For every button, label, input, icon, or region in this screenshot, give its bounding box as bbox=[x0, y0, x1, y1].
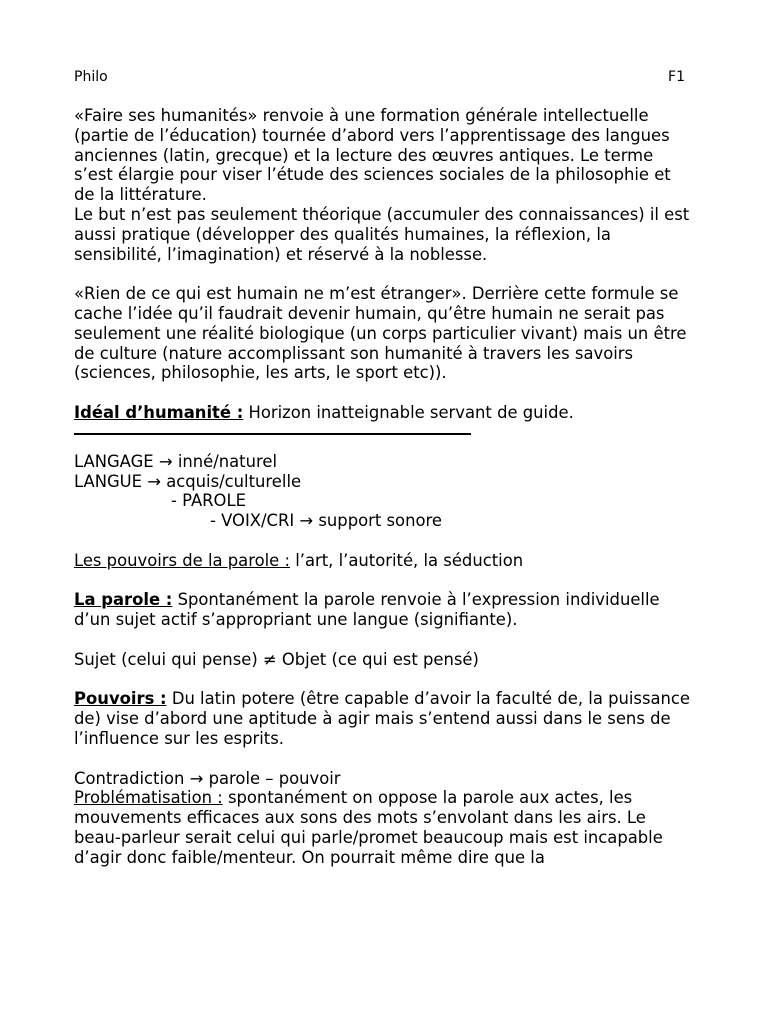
header-page-code: F1 bbox=[668, 69, 685, 85]
term-pouvoirs-parole: Les pouvoirs de la parole : bbox=[74, 550, 290, 570]
sujet-objet-line: Sujet (celui qui pense) ≠ Objet (ce qui est pensé) bbox=[74, 649, 479, 669]
pouvoirs-text: Du latin potere (être capable d’avoir la faculté de, la puissance de) vise d’abord une aptitude à agir mais s’entend aussi dans le sens de l’influence sur les esprits. bbox=[74, 689, 691, 748]
term-la-parole: La parole : bbox=[74, 590, 173, 610]
term-problematisation: Problématisation : bbox=[74, 788, 223, 808]
document-body bbox=[74, 106, 694, 867]
list-langage: LANGAGE → inné/naturel bbox=[74, 451, 278, 471]
ideal-humanite-text: Horizon inatteignable servant de guide. bbox=[243, 402, 574, 422]
la-parole-text: Spontanément la parole renvoie à l’expression individuelle d’un sujet actif s’appropriant une langue (signifiante). bbox=[74, 590, 660, 630]
paragraph-humanites-definition: «Faire ses humanités» renvoie à une formation générale intellectuelle (partie de l’éducation) tournée d’abord vers l’apprentissage des langues anciennes (latin, grecque) et la lecture des œuvres antiques. Le terme s’est élargie pour viser l’étude des sciences sociales de la philosophie et de la littérature. bbox=[74, 106, 671, 205]
contradiction-line: Contradiction → parole – pouvoir bbox=[74, 768, 341, 788]
pouvoirs-parole-line bbox=[74, 551, 694, 571]
term-pouvoirs: Pouvoirs : bbox=[74, 689, 167, 709]
problematisation-text: spontanément on oppose la parole aux actes, les mouvements efficaces aux sons des mots s’envolant dans les airs. Le beau-parleur serait celui qui parle/promet beaucoup mais est incapable d’agir donc faible/menteur. On pourrait même dire que la bbox=[74, 788, 663, 867]
pouvoirs-definition bbox=[74, 689, 694, 748]
pouvoirs-parole-text: l’art, l’autorité, la séduction bbox=[290, 550, 524, 570]
term-ideal-humanite: Idéal d’humanité : bbox=[74, 402, 244, 422]
paragraph-humanites-goal: Le but n’est pas seulement théorique (accumuler des connaissances) il est aussi pratique (développer des qualités humaines, la réflexion, la sensibilité, l’imagination) et réservé à la noblesse. bbox=[74, 204, 690, 264]
la-parole-definition bbox=[74, 590, 694, 630]
horizontal-rule bbox=[74, 433, 471, 435]
list-parole: - PAROLE bbox=[171, 491, 246, 511]
list-voix: - VOIX/CRI → support sonore bbox=[210, 511, 442, 531]
problematisation-paragraph bbox=[74, 788, 694, 867]
header-subject: Philo bbox=[74, 69, 108, 85]
list-langue: LANGUE → acquis/culturelle bbox=[74, 471, 302, 491]
paragraph-rien-humain: «Rien de ce qui est humain ne m’est étranger». Derrière cette formule se cache l’idée qu’il faudrait devenir humain, qu’être humain ne serait pas seulement une réalité biologique (un corps particulier vivant) mais un être de culture (nature accomplissant son humanité à travers les savoirs (sciences, philosophie, les arts, le sport etc)). bbox=[74, 284, 687, 383]
ideal-humanite-definition bbox=[74, 403, 694, 423]
